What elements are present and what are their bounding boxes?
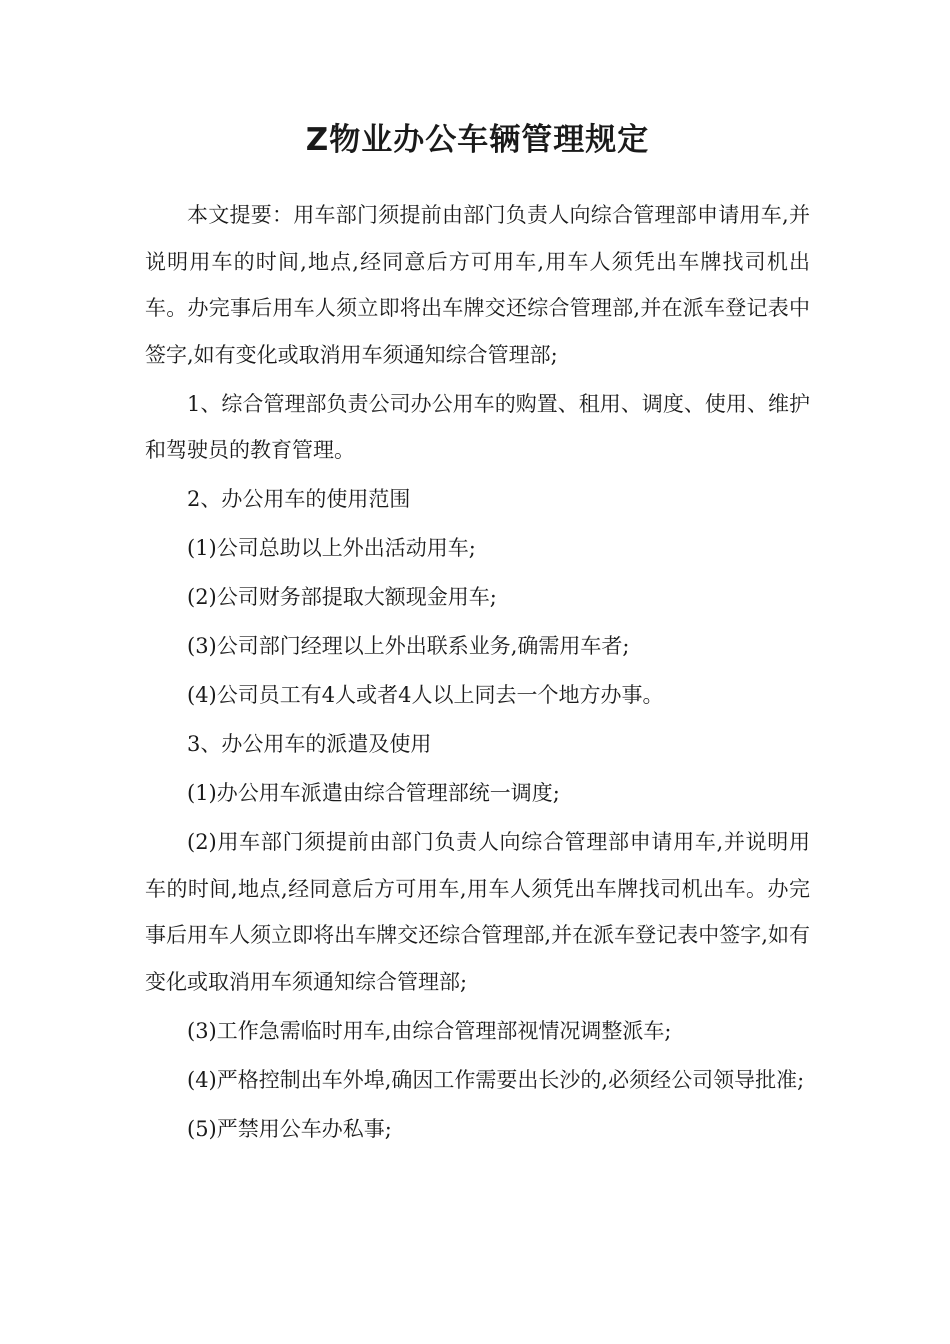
paragraph-2-2: (2)公司财务部提取大额现金用车;: [187, 585, 497, 609]
paragraph-2-4: (4)公司员工有4人或者4人以上同去一个地方办事。: [187, 683, 664, 707]
paragraph-3-5: (5)严禁用公车办私事;: [187, 1116, 392, 1141]
paragraph-2: 2、办公用车的使用范围: [187, 487, 411, 511]
paragraph-2-3: (3)公司部门经理以上外出联系业务,确需用车者;: [187, 634, 630, 658]
paragraph-3-1: (1)办公用车派遣由综合管理部统一调度;: [187, 781, 560, 805]
paragraph-2-1: (1)公司总助以上外出活动用车;: [187, 536, 476, 560]
paragraph-1: 1、综合管理部负责公司办公用车的购置、租用、调度、使用、维护和驾驶员的教育管理。: [145, 391, 810, 462]
paragraph-3-4: (4)严格控制出车外埠,确因工作需要出长沙的,必须经公司领导批准;: [187, 1067, 805, 1092]
document-title: Z物业办公车辆管理规定: [305, 122, 650, 158]
paragraph-3-2: (2)用车部门须提前由部门负责人向综合管理部申请用车,并说明用车的时间,地点,经同意后方可用车,用车人须凭出车牌找司机出车。办完事后用车人须立即将出车牌交还综合管理部,并在派车登记表中签字,如有变化或取消用车须通知综合管理部;: [145, 830, 810, 994]
paragraph-summary: 本文提要：用车部门须提前由部门负责人向综合管理部申请用车,并说明用车的时间,地点,经同意后方可用车,用车人须凭出车牌找司机出车。办完事后用车人须立即将出车牌交还综合管理部,并在派车登记表中签字,如有变化或取消用车须通知综合管理部;: [145, 203, 810, 367]
paragraph-3: 3、办公用车的派遣及使用: [187, 732, 432, 756]
paragraph-3-3: (3)工作急需临时用车,由综合管理部视情况调整派车;: [187, 1018, 672, 1043]
